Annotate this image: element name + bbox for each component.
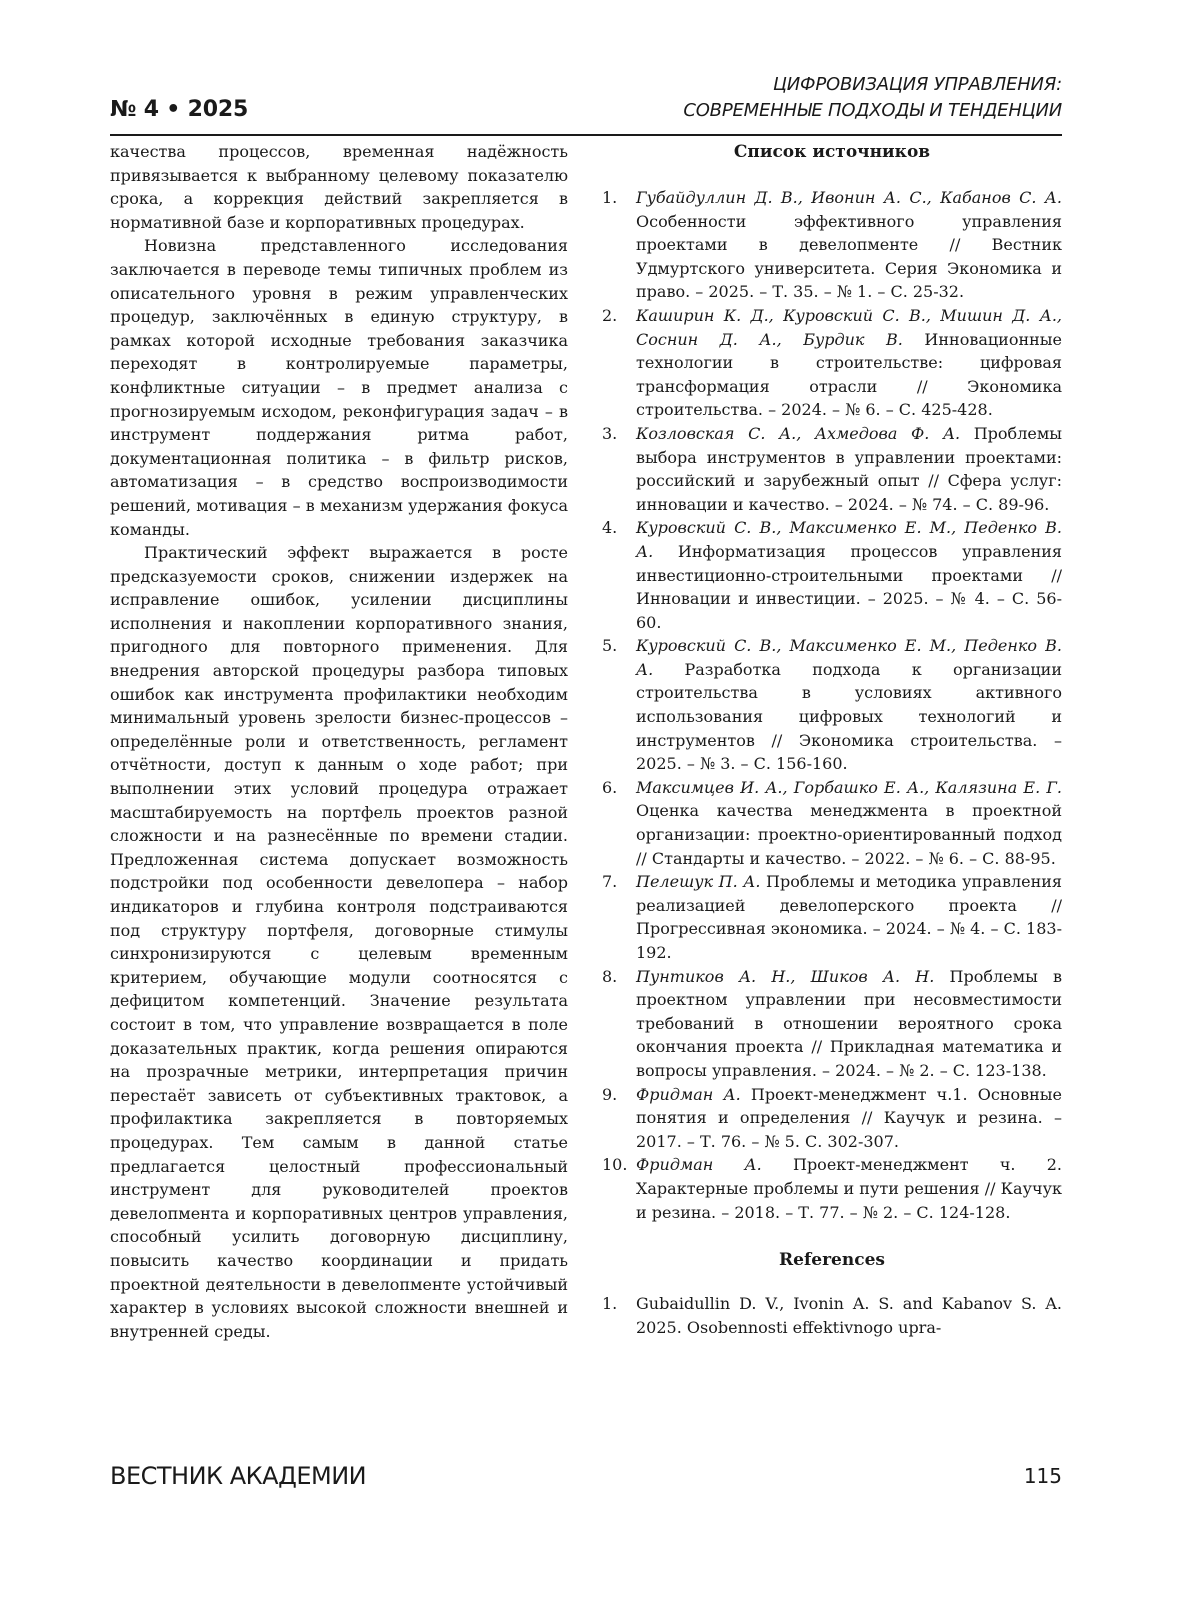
source-item	[602, 516, 1062, 634]
references-list	[602, 1292, 1062, 1339]
source-item	[602, 776, 1062, 870]
source-text: Проблемы и методика управления реализацией девелоперского проекта // Прогрессивная экономика. – 2024. – № 4. – С. 183-192.	[636, 872, 1062, 962]
source-number: 8.	[602, 966, 618, 986]
source-item	[602, 1083, 1062, 1154]
source-authors: Куровский С. В., Максименко Е. М., Педенко В. А.	[636, 636, 1062, 679]
source-text: Проблемы выбора инструментов в управлении проектами: российский и зарубежный опыт // Сфера услуг: инновации и качество. – 2024. – № 74. – С. 89-96.	[636, 423, 1062, 514]
source-authors: Пелешук П. А.	[636, 872, 761, 892]
source-authors: Куровский С. В., Максименко Е. М., Педенко В. А.	[636, 518, 1062, 561]
page-number: 115	[1023, 1464, 1062, 1488]
source-item	[602, 870, 1062, 964]
source-text: Проблемы в проектном управлении при несовместимости требований в отношении вероятного срока окончания проекта // Прикладная математика и вопросы управления. – 2024. – № 2. – С. 123-138.	[636, 966, 1063, 1080]
source-number: 9.	[602, 1084, 618, 1104]
bibliography-column	[602, 140, 1062, 1339]
reference-number: 1.	[602, 1294, 618, 1314]
source-authors: Фридман А.	[636, 1084, 741, 1104]
source-text: Разработка подхода к организации строительства в условиях активного использования цифровых технологий и инструментов // Экономика строительства. – 2025. – № 3. – С. 156-160.	[636, 659, 1062, 774]
source-text: Особенности эффективного управления проектами в девелопменте // Вестник Удмуртского университета. Серия Экономика и право. – 2025. – Т. 35. – № 1. – С. 25-32.	[636, 211, 1062, 302]
source-number: 1.	[602, 188, 618, 207]
source-authors: Пунтиков А. Н., Шиков А. Н.	[636, 966, 935, 986]
source-authors: Фридман А.	[636, 1155, 762, 1175]
source-number: 5.	[602, 636, 618, 656]
reference-text: Gubaidullin D. V., Ivonin A. S. and Kabanov S. A. 2025. Osobennosti effektivnogo upra-	[636, 1294, 1062, 1337]
page-header	[110, 72, 1062, 132]
sources-list	[602, 186, 1062, 1224]
reference-item	[602, 1292, 1062, 1339]
source-text: Проект-менеджмент ч.1. Основные понятия и определения // Каучук и резина. – 2017. – Т. 76. – № 5. С. 302-307.	[636, 1084, 1062, 1151]
references-heading: References	[779, 1250, 885, 1271]
source-authors: Козловская С. А., Ахмедова Ф. А.	[636, 423, 961, 443]
source-number: 4.	[602, 518, 618, 538]
source-number: 3.	[602, 423, 618, 443]
source-item	[602, 186, 1062, 304]
source-text: Оценка качества менеджмента в проектной организации: проектно-ориентированный подход // Стандарты и качество. – 2022. – № 6. – С. 88-95.	[636, 801, 1062, 868]
body-paragraph: качества процессов, временная надёжность привязывается к выбранному целевому показателю срока, а коррекция действий закрепляется в нормативной базе и корпоративных процедурах.	[110, 142, 568, 232]
journal-title-line-2: СОВРЕМЕННЫЕ ПОДХОДЫ И ТЕНДЕНЦИИ	[683, 100, 1062, 121]
source-text: Инновационные технологии в строительстве: цифровая трансформация отрасли // Экономика строительства. – 2024. – № 6. – С. 425-428.	[636, 329, 1062, 420]
sources-heading: Список источников	[733, 142, 931, 162]
article-body-column	[110, 140, 568, 1343]
journal-title-line-1: ЦИФРОВИЗАЦИЯ УПРАВЛЕНИЯ:	[773, 74, 1062, 95]
source-item	[602, 422, 1062, 516]
source-item	[602, 634, 1062, 776]
source-item	[602, 1153, 1062, 1224]
source-number: 6.	[602, 777, 618, 797]
source-number: 10.	[602, 1155, 628, 1175]
source-item	[602, 965, 1062, 1083]
source-number: 2.	[602, 305, 618, 325]
source-item	[602, 304, 1062, 422]
source-authors: Каширин К. Д., Куровский С. В., Мишин Д. А., Соснин Д. А., Бурдик В.	[636, 305, 1062, 349]
source-authors: Губайдуллин Д. В., Ивонин А. С., Кабанов С. А.	[636, 188, 1062, 207]
source-number: 7.	[602, 872, 618, 892]
body-paragraph: Новизна представленного исследования заключается в переводе темы типичных проблем из описательного уровня в режим управленческих процедур, заключённых в единую структуру, в рамках которой исходные требования заказчика переходят в контролируемые параметры, конфликтные ситуации – в предмет анализа с прогнозируемым исходом, реконфигурация задач – в инструмент поддержания ритма работ, документационная политика – в фильтр рисков, автоматизация – в средство воспроизводимости решений, мотивация – в механизм удержания фокуса команды.	[110, 236, 568, 539]
header-divider	[110, 134, 1062, 136]
source-text: Информатизация процессов управления инвестиционно-строительными проектами // Инновации и инвестиции. – 2025. – № 4. – С. 56-60.	[636, 541, 1062, 632]
journal-section-title	[683, 72, 1062, 124]
issue-number: № 4 • 2025	[110, 97, 249, 122]
body-paragraph: Практический эффект выражается в росте предсказуемости сроков, снижении издержек на исправление ошибок, усилении дисциплины исполнения и накоплении корпоративного знания, пригодного для повторного применения. Для внедрения авторской процедуры разбора типовых ошибок как инструмента профилактики необходим минимальный уровень зрелости бизнес-процессов – определённые роли и ответственность, регламент отчётности, доступ к данным о ходе работ; при выполнении этих условий процедура отражает масштабируемость на портфель проектов разной сложности и на разнесённые по времени стадии. Предложенная система допускает возможность подстройки под особенности девелопера – набор индикаторов и глубина контроля подстраиваются под структуру портфеля, договорные стимулы синхронизируются с целевым временным критерием, обучающие модули соотносятся с дефицитом компетенций. Значение результата состоит в том, что управление возвращается в поле доказательных практик, когда решения опираются на прозрачные метрики, интерпретация причин перестаёт зависеть от субъективных трактовок, а профилактика закрепляется в повторяемых процедурах. Тем самым в данной статье предлагается целостный профессиональный инструмент для руководителей проектов девелопмента и корпоративных центров управления, способный усилить договорную дисциплину, повысить качество координации и придать проектной деятельности в девелопменте устойчивый характер в условиях высокой сложности внешней и внутренней среды.	[110, 543, 568, 1341]
footer-journal-name: ВЕСТНИК АКАДЕМИИ	[110, 1462, 367, 1490]
source-text: Проект-менеджмент ч. 2. Характерные проблемы и пути решения // Каучук и резина. – 2018. – Т. 77. – № 2. – С. 124-128.	[636, 1155, 1062, 1222]
source-authors: Максимцев И. А., Горбашко Е. А., Калязина Е. Г.	[636, 777, 1062, 797]
